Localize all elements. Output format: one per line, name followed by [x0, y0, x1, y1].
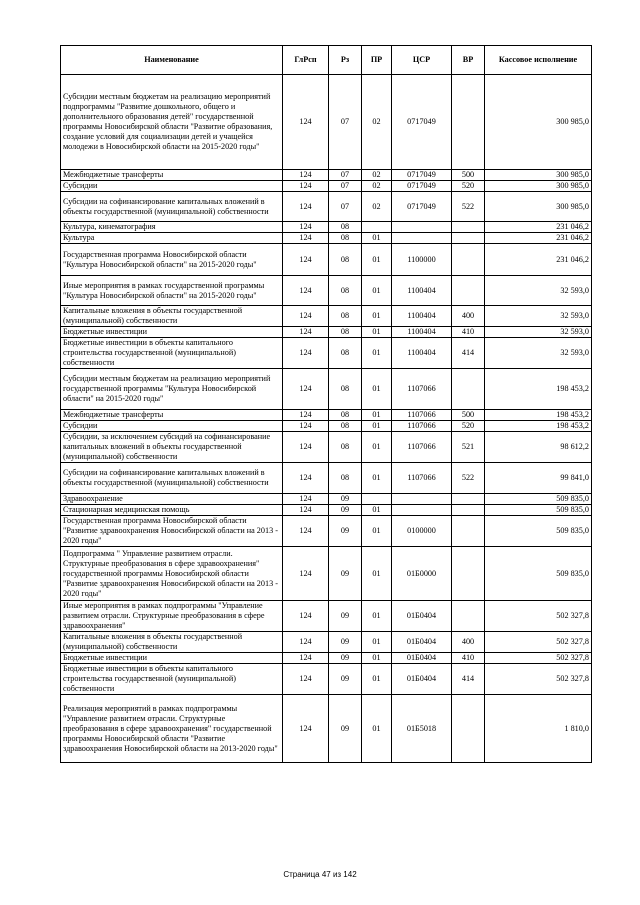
cell-name: Субсидии, за исключением субсидий на софинансирование капитальных вложений в объекты государственной (муниципальной) собственности	[61, 432, 283, 463]
cell-vr: 500	[452, 410, 485, 421]
table-row	[61, 695, 592, 763]
cell-gl: 124	[283, 369, 329, 410]
cell-csr: 01Б0404	[392, 653, 452, 664]
cell-gl: 124	[283, 327, 329, 338]
table-row	[61, 421, 592, 432]
cell-gl: 124	[283, 547, 329, 601]
cell-rz: 08	[329, 222, 362, 233]
cell-csr: 1100404	[392, 306, 452, 327]
cell-pr: 02	[362, 192, 392, 222]
cell-sum: 300 985,0	[485, 75, 592, 170]
cell-rz: 07	[329, 181, 362, 192]
cell-name: Культура, кинематография	[61, 222, 283, 233]
cell-sum: 231 046,2	[485, 222, 592, 233]
cell-csr: 01Б0404	[392, 664, 452, 695]
cell-csr: 01Б0000	[392, 547, 452, 601]
cell-gl: 124	[283, 632, 329, 653]
cell-sum: 502 327,8	[485, 632, 592, 653]
cell-pr: 01	[362, 421, 392, 432]
cell-csr: 1100404	[392, 338, 452, 369]
cell-name: Реализация мероприятий в рамках подпрограммы "Управление развитием отрасли. Структурные преобразования в сфере здравоохранения" государственной программы Новосибирской области "Развитие здравоохранения Новосибирской области на 2013-2020 годы"	[61, 695, 283, 763]
cell-name: Здравоохранение	[61, 494, 283, 505]
table-row	[61, 170, 592, 181]
col-header-glrsp: ГлРсп	[283, 46, 329, 75]
cell-vr: 400	[452, 632, 485, 653]
cell-gl: 124	[283, 170, 329, 181]
cell-rz: 08	[329, 369, 362, 410]
cell-name: Капитальные вложения в объекты государственной (муниципальной) собственности	[61, 632, 283, 653]
cell-sum: 300 985,0	[485, 181, 592, 192]
cell-pr	[362, 494, 392, 505]
cell-name: Подпрограмма " Управление развитием отрасли. Структурные преобразования в сфере здравоохранения" государственной программы Новосибирской области "Развитие здравоохранения Новосибирской области на 2013 - 2020 годы"	[61, 547, 283, 601]
cell-name: Капитальные вложения в объекты государственной (муниципальной) собственности	[61, 306, 283, 327]
cell-name: Иные мероприятия в рамках подпрограммы "Управление развитием отрасли. Структурные преобразования в сфере здравоохранения"	[61, 601, 283, 632]
cell-name: Субсидии на софинансирование капитальных вложений в объекты государственной (муниципальной) собственности	[61, 463, 283, 494]
table-row	[61, 494, 592, 505]
cell-name: Субсидии	[61, 421, 283, 432]
cell-rz: 08	[329, 306, 362, 327]
cell-name: Бюджетные инвестиции в объекты капитального строительства государственной (муниципальной) собственности	[61, 664, 283, 695]
cell-gl: 124	[283, 233, 329, 244]
col-header-csr: ЦСР	[392, 46, 452, 75]
table-row	[61, 75, 592, 170]
cell-pr: 01	[362, 244, 392, 276]
cell-sum: 99 841,0	[485, 463, 592, 494]
cell-name: Государственная программа Новосибирской области "Культура Новосибирской области" на 2015-2020 годы"	[61, 244, 283, 276]
cell-sum: 32 593,0	[485, 327, 592, 338]
cell-vr: 400	[452, 306, 485, 327]
cell-vr: 522	[452, 192, 485, 222]
cell-csr: 1100404	[392, 327, 452, 338]
cell-csr	[392, 505, 452, 516]
cell-gl: 124	[283, 516, 329, 547]
cell-csr: 1107066	[392, 410, 452, 421]
col-header-vr: ВР	[452, 46, 485, 75]
cell-csr: 1107066	[392, 463, 452, 494]
cell-csr: 1107066	[392, 432, 452, 463]
cell-name: Бюджетные инвестиции	[61, 327, 283, 338]
cell-csr: 0717049	[392, 181, 452, 192]
cell-vr	[452, 222, 485, 233]
table-row	[61, 222, 592, 233]
cell-sum: 198 453,2	[485, 410, 592, 421]
cell-vr	[452, 601, 485, 632]
table-row	[61, 632, 592, 653]
cell-vr: 521	[452, 432, 485, 463]
cell-gl: 124	[283, 338, 329, 369]
cell-sum: 300 985,0	[485, 170, 592, 181]
budget-table	[60, 45, 592, 763]
cell-sum: 509 835,0	[485, 505, 592, 516]
cell-name: Субсидии	[61, 181, 283, 192]
cell-sum: 32 593,0	[485, 338, 592, 369]
cell-gl: 124	[283, 505, 329, 516]
cell-csr: 1100000	[392, 244, 452, 276]
cell-csr: 0717049	[392, 192, 452, 222]
cell-gl: 124	[283, 664, 329, 695]
cell-gl: 124	[283, 276, 329, 306]
cell-vr	[452, 75, 485, 170]
cell-sum: 300 985,0	[485, 192, 592, 222]
cell-vr: 520	[452, 181, 485, 192]
cell-sum: 198 453,2	[485, 369, 592, 410]
cell-gl: 124	[283, 494, 329, 505]
table-row	[61, 463, 592, 494]
header-row	[61, 46, 592, 75]
cell-sum: 98 612,2	[485, 432, 592, 463]
cell-sum: 509 835,0	[485, 516, 592, 547]
col-header-pr: ПР	[362, 46, 392, 75]
cell-vr	[452, 369, 485, 410]
cell-pr	[362, 222, 392, 233]
cell-name: Стационарная медицинская помощь	[61, 505, 283, 516]
cell-pr: 01	[362, 432, 392, 463]
table-row	[61, 664, 592, 695]
cell-rz: 08	[329, 432, 362, 463]
cell-pr: 01	[362, 601, 392, 632]
cell-sum: 1 810,0	[485, 695, 592, 763]
table-row	[61, 516, 592, 547]
cell-gl: 124	[283, 653, 329, 664]
cell-csr: 0100000	[392, 516, 452, 547]
col-header-rz: Рз	[329, 46, 362, 75]
table-row	[61, 547, 592, 601]
cell-rz: 07	[329, 192, 362, 222]
cell-pr: 02	[362, 170, 392, 181]
cell-pr: 02	[362, 181, 392, 192]
table-row	[61, 505, 592, 516]
cell-rz: 09	[329, 547, 362, 601]
cell-pr: 01	[362, 547, 392, 601]
cell-vr	[452, 505, 485, 516]
table-row	[61, 276, 592, 306]
cell-pr: 01	[362, 410, 392, 421]
cell-pr: 01	[362, 233, 392, 244]
cell-csr	[392, 222, 452, 233]
cell-rz: 08	[329, 233, 362, 244]
cell-gl: 124	[283, 222, 329, 233]
table-row	[61, 601, 592, 632]
cell-name: Бюджетные инвестиции в объекты капитального строительства государственной (муниципальной) собственности	[61, 338, 283, 369]
cell-pr: 01	[362, 463, 392, 494]
cell-name: Межбюджетные трансферты	[61, 410, 283, 421]
table-row	[61, 181, 592, 192]
cell-csr: 1107066	[392, 369, 452, 410]
cell-vr	[452, 547, 485, 601]
cell-rz: 08	[329, 276, 362, 306]
cell-rz: 09	[329, 664, 362, 695]
cell-sum: 231 046,2	[485, 233, 592, 244]
cell-csr: 01Б0404	[392, 632, 452, 653]
cell-vr	[452, 233, 485, 244]
table-row	[61, 233, 592, 244]
cell-pr: 01	[362, 516, 392, 547]
cell-rz: 08	[329, 244, 362, 276]
cell-vr	[452, 516, 485, 547]
cell-gl: 124	[283, 192, 329, 222]
cell-gl: 124	[283, 432, 329, 463]
cell-rz: 08	[329, 463, 362, 494]
cell-pr: 02	[362, 75, 392, 170]
cell-gl: 124	[283, 421, 329, 432]
cell-csr: 01Б0404	[392, 601, 452, 632]
cell-rz: 08	[329, 410, 362, 421]
cell-vr: 520	[452, 421, 485, 432]
col-header-cash-execution: Кассовое исполнение	[485, 46, 592, 75]
cell-sum: 509 835,0	[485, 547, 592, 601]
cell-rz: 09	[329, 695, 362, 763]
table-row	[61, 192, 592, 222]
cell-pr: 01	[362, 276, 392, 306]
cell-vr: 500	[452, 170, 485, 181]
cell-rz: 09	[329, 494, 362, 505]
cell-sum: 509 835,0	[485, 494, 592, 505]
cell-rz: 09	[329, 601, 362, 632]
cell-csr: 0717049	[392, 75, 452, 170]
table-row	[61, 432, 592, 463]
col-header-name: Наименование	[61, 46, 283, 75]
cell-rz: 08	[329, 327, 362, 338]
cell-name: Субсидии местным бюджетам на реализацию мероприятий подпрограммы "Развитие дошкольного, общего и дополнительного образования детей" государственной программы Новосибирской области "Развитие образования, создание условий для социализации детей и учащейся молодежи в Новосибирской области на 2015-2020 годы"	[61, 75, 283, 170]
cell-rz: 08	[329, 421, 362, 432]
cell-vr	[452, 244, 485, 276]
cell-rz: 09	[329, 632, 362, 653]
cell-vr: 522	[452, 463, 485, 494]
table-row	[61, 338, 592, 369]
cell-name: Субсидии местным бюджетам на реализацию мероприятий государственной программы "Культура Новосибирской области" на 2015-2020 годы"	[61, 369, 283, 410]
table-row	[61, 306, 592, 327]
cell-pr: 01	[362, 327, 392, 338]
cell-pr: 01	[362, 632, 392, 653]
cell-pr: 01	[362, 695, 392, 763]
cell-vr: 410	[452, 653, 485, 664]
cell-sum: 32 593,0	[485, 276, 592, 306]
cell-sum: 231 046,2	[485, 244, 592, 276]
cell-vr	[452, 494, 485, 505]
cell-pr: 01	[362, 306, 392, 327]
cell-gl: 124	[283, 695, 329, 763]
table-row	[61, 369, 592, 410]
cell-csr: 1107066	[392, 421, 452, 432]
cell-sum: 502 327,8	[485, 664, 592, 695]
cell-name: Межбюджетные трансферты	[61, 170, 283, 181]
cell-vr	[452, 276, 485, 306]
cell-pr: 01	[362, 338, 392, 369]
cell-sum: 502 327,8	[485, 653, 592, 664]
cell-pr: 01	[362, 369, 392, 410]
table-row	[61, 327, 592, 338]
cell-pr: 01	[362, 505, 392, 516]
cell-sum: 502 327,8	[485, 601, 592, 632]
cell-csr: 1100404	[392, 276, 452, 306]
cell-gl: 124	[283, 463, 329, 494]
cell-sum: 32 593,0	[485, 306, 592, 327]
cell-rz: 07	[329, 75, 362, 170]
cell-rz: 09	[329, 653, 362, 664]
page-number: Страница 47 из 142	[283, 870, 357, 879]
cell-rz: 09	[329, 516, 362, 547]
cell-pr: 01	[362, 653, 392, 664]
cell-csr: 0717049	[392, 170, 452, 181]
cell-name: Государственная программа Новосибирской области "Развитие здравоохранения Новосибирской области на 2013 - 2020 годы"	[61, 516, 283, 547]
cell-vr: 414	[452, 338, 485, 369]
cell-csr	[392, 233, 452, 244]
cell-gl: 124	[283, 306, 329, 327]
cell-csr	[392, 494, 452, 505]
cell-sum: 198 453,2	[485, 421, 592, 432]
cell-vr: 410	[452, 327, 485, 338]
cell-gl: 124	[283, 410, 329, 421]
cell-vr	[452, 695, 485, 763]
cell-name: Бюджетные инвестиции	[61, 653, 283, 664]
cell-name: Культура	[61, 233, 283, 244]
cell-gl: 124	[283, 601, 329, 632]
cell-csr: 01Б5018	[392, 695, 452, 763]
table-row	[61, 244, 592, 276]
table-row	[61, 653, 592, 664]
cell-rz: 09	[329, 505, 362, 516]
cell-gl: 124	[283, 244, 329, 276]
cell-gl: 124	[283, 181, 329, 192]
table-row	[61, 410, 592, 421]
cell-pr: 01	[362, 664, 392, 695]
cell-rz: 07	[329, 170, 362, 181]
cell-name: Субсидии на софинансирование капитальных вложений в объекты государственной (муниципальной) собственности	[61, 192, 283, 222]
cell-vr: 414	[452, 664, 485, 695]
cell-name: Иные мероприятия в рамках государственной программы "Культура Новосибирской области" на 2015-2020 годы"	[61, 276, 283, 306]
cell-gl: 124	[283, 75, 329, 170]
cell-rz: 08	[329, 338, 362, 369]
